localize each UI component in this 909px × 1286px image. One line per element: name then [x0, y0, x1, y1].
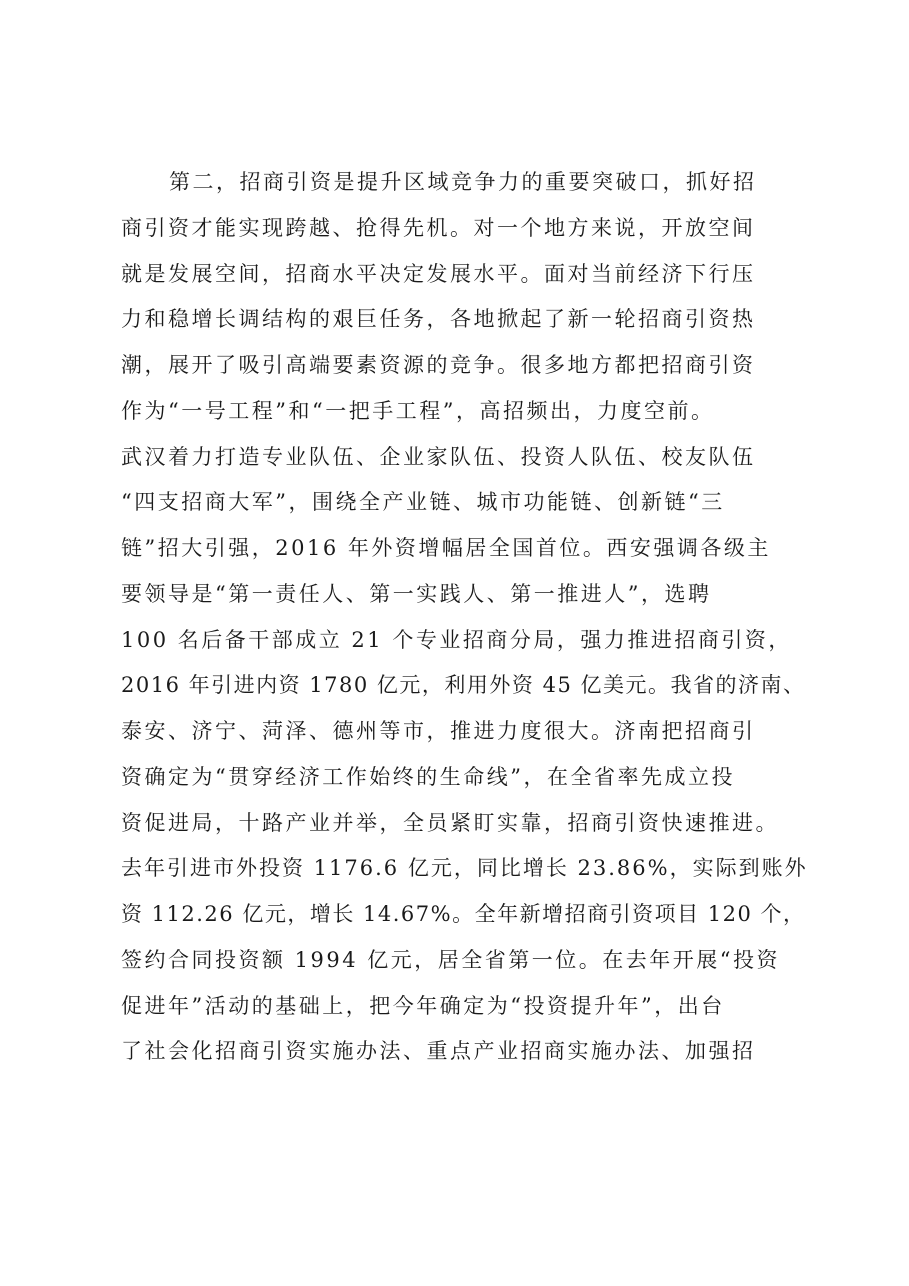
paragraph-line: 2016 年引进内资 1780 亿元，利用外资 45 亿美元。我省的济南、 [121, 673, 806, 698]
paragraph-line: 资促进局，十路产业并举，全员紧盯实靠，招商引资快速推进。 [121, 810, 779, 835]
paragraph-line: 潮，展开了吸引高端要素资源的竞争。很多地方都把招商引资 [121, 353, 756, 377]
paragraph-line: 资 112.26 亿元，增长 14.67%。全年新增招商引资项目 120 个， [121, 902, 806, 926]
paragraph-line: “四支招商大军”，围绕全产业链、城市功能链、创新链“三 [121, 490, 725, 515]
paragraph-line: 促进年”活动的基础上，把今年确定为“投资提升年”，出台 [121, 993, 725, 1018]
paragraph-line: 武汉着力打造专业队伍、企业家队伍、投资人队伍、校友队伍 [121, 444, 756, 469]
paragraph-line: 要领导是“第一责任人、第一实践人、第一推进人”，选聘 [121, 581, 712, 606]
paragraph-line: 资确定为“贯穿经济工作始终的生命线”，在全省率先成立投 [121, 764, 735, 789]
paragraph-line: 签约合同投资额 1994 亿元，居全省第一位。在去年开展“投资 [121, 947, 781, 972]
paragraph-line: 商引资才能实现跨越、抢得先机。对一个地方来说，开放空间 [121, 215, 756, 240]
paragraph-line: 力和稳增长调结构的艰巨任务，各地掀起了新一轮招商引资热 [121, 307, 756, 332]
paragraph-line: 就是发展空间，招商水平决定发展水平。面对当前经济下行压 [121, 261, 756, 286]
paragraph-line: 100 名后备干部成立 21 个专业招商分局，强力推进招商引资， [121, 627, 792, 652]
paragraph-line: 第二，招商引资是提升区域竞争力的重要突破口，抓好招 [169, 170, 757, 194]
paragraph-line: 了社会化招商引资实施办法、重点产业招商实施办法、加强招 [121, 1039, 756, 1064]
paragraph-line: 去年引进市外投资 1176.6 亿元，同比增长 23.86%，实际到账外 [121, 856, 808, 881]
body-paragraph [121, 160, 811, 1075]
paragraph-line: 链”招大引强，2016 年外资增幅居全国首位。西安强调各级主 [121, 536, 771, 560]
paragraph-line: 泰安、济宁、菏泽、德州等市，推进力度很大。济南把招商引 [121, 719, 756, 743]
paragraph-line: 作为“一号工程”和“一把手工程”，高招频出，力度空前。 [121, 398, 715, 423]
